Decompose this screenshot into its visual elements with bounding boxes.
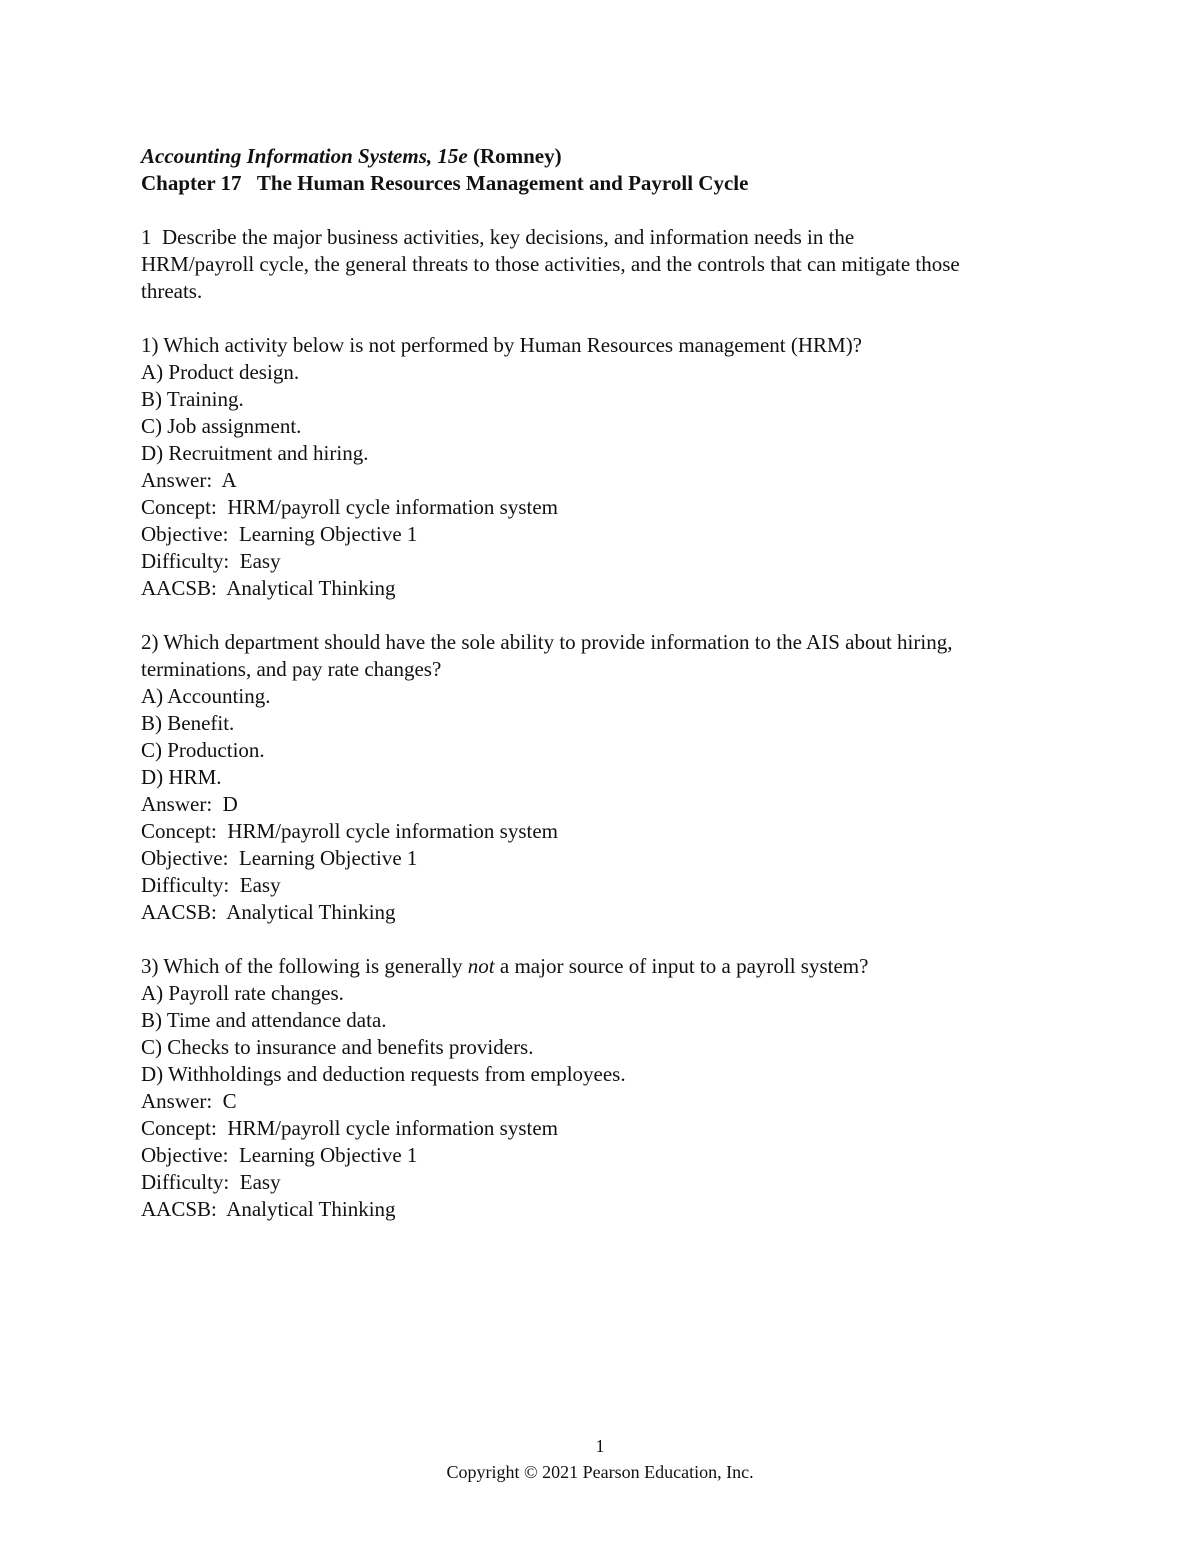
spacer xyxy=(141,197,1081,224)
objective-label: Objective: Learning Objective 1 xyxy=(141,1143,418,1167)
question-stem xyxy=(141,953,1081,980)
spacer xyxy=(141,602,1081,629)
answer-option: D) Recruitment and hiring. xyxy=(141,441,369,465)
page-content xyxy=(141,143,1081,1223)
answer-key: Answer: A xyxy=(141,468,237,492)
question-block xyxy=(141,953,1081,1223)
objective-label: Objective: Learning Objective 1 xyxy=(141,846,418,870)
answer-option: B) Time and attendance data. xyxy=(141,1008,387,1032)
answer-option: A) Payroll rate changes. xyxy=(141,981,344,1005)
question-stem: terminations, and pay rate changes? xyxy=(141,657,442,681)
question-stem-after: a major source of input to a payroll system? xyxy=(494,954,869,978)
book-title-italic: Accounting Information Systems, 15e xyxy=(141,144,468,168)
spacer xyxy=(141,305,1081,332)
concept-label: Concept: HRM/payroll cycle information system xyxy=(141,1116,559,1140)
book-title xyxy=(141,143,1081,170)
question-block xyxy=(141,629,1081,926)
aacsb-label: AACSB: Analytical Thinking xyxy=(141,576,396,600)
difficulty-label: Difficulty: Easy xyxy=(141,873,281,897)
concept-label: Concept: HRM/payroll cycle information system xyxy=(141,495,559,519)
spacer xyxy=(141,926,1081,953)
copyright-notice: Copyright © 2021 Pearson Education, Inc. xyxy=(446,1462,754,1482)
difficulty-label: Difficulty: Easy xyxy=(141,1170,281,1194)
answer-option: A) Accounting. xyxy=(141,684,271,708)
objective-label: Objective: Learning Objective 1 xyxy=(141,522,418,546)
answer-option: C) Job assignment. xyxy=(141,414,302,438)
question-stem-emphasis: not xyxy=(467,954,495,978)
book-author: (Romney) xyxy=(467,144,562,168)
chapter-heading: Chapter 17 The Human Resources Management and Payroll Cycle xyxy=(141,171,749,195)
question-stem-before: 3) Which of the following is generally xyxy=(141,954,468,978)
difficulty-label: Difficulty: Easy xyxy=(141,549,281,573)
answer-option: B) Benefit. xyxy=(141,711,235,735)
question-stem: 2) Which department should have the sole ability to provide information to the AIS about hiring, xyxy=(141,630,953,654)
answer-key: Answer: C xyxy=(141,1089,237,1113)
answer-option: B) Training. xyxy=(141,387,244,411)
answer-option: D) HRM. xyxy=(141,765,222,789)
learning-objective-line: 1 Describe the major business activities, key decisions, and information needs in the xyxy=(141,225,855,249)
answer-key: Answer: D xyxy=(141,792,238,816)
question-stem: 1) Which activity below is not performed by Human Resources management (HRM)? xyxy=(141,333,863,357)
question-block xyxy=(141,332,1081,602)
learning-objective-line: HRM/payroll cycle, the general threats to those activities, and the controls that can mitigate those xyxy=(141,252,960,276)
answer-option: C) Production. xyxy=(141,738,265,762)
answer-option: D) Withholdings and deduction requests from employees. xyxy=(141,1062,626,1086)
answer-option: C) Checks to insurance and benefits providers. xyxy=(141,1035,534,1059)
concept-label: Concept: HRM/payroll cycle information system xyxy=(141,819,559,843)
page-number: 1 xyxy=(595,1436,605,1456)
aacsb-label: AACSB: Analytical Thinking xyxy=(141,1197,396,1221)
answer-option: A) Product design. xyxy=(141,360,300,384)
aacsb-label: AACSB: Analytical Thinking xyxy=(141,900,396,924)
learning-objective-line: threats. xyxy=(141,279,203,303)
